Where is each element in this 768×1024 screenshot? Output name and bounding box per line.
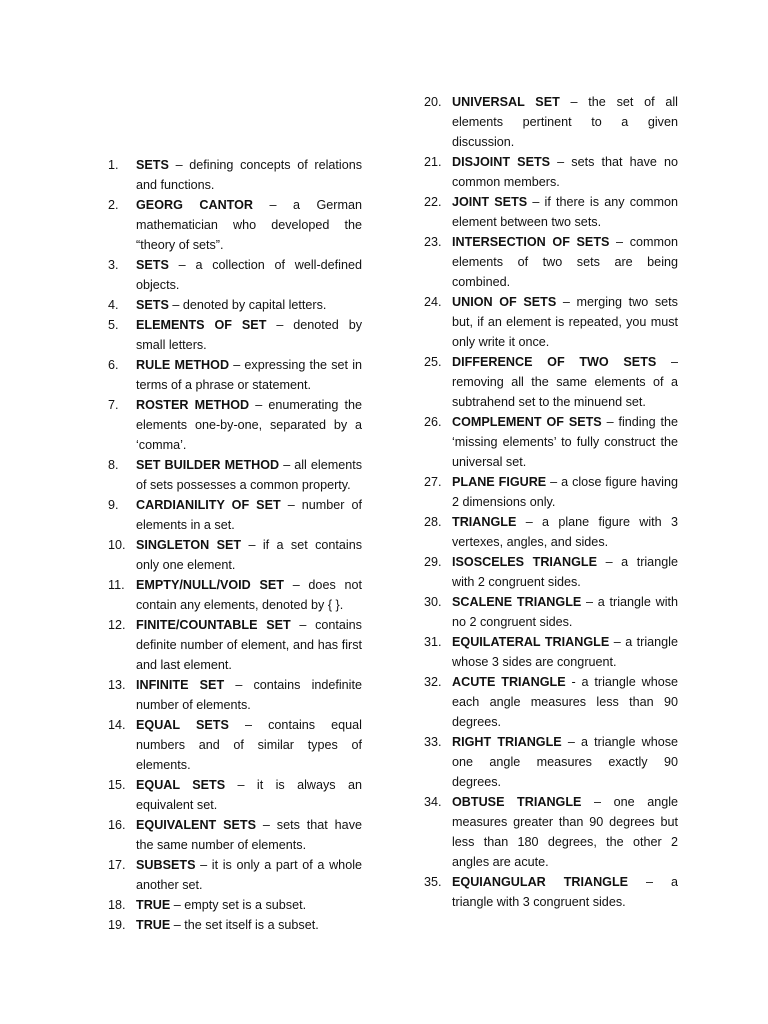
definition-text: – a triangle whose 3 sides are congruent. (452, 635, 678, 669)
term: EQUILATERAL TRIANGLE (452, 635, 610, 649)
item-number: 16. (108, 818, 126, 832)
definition-text: – it is only a part of a whole another set. (136, 858, 362, 892)
definition-item (108, 675, 362, 715)
term: INFINITE SET (136, 678, 225, 692)
definition-item (108, 355, 362, 395)
item-number: 25. (424, 355, 442, 369)
definition-item (424, 552, 678, 592)
definition-item (108, 915, 362, 935)
definition-text: – one angle measures greater than 90 degrees but less than 180 degrees, the other 2 angles are acute. (452, 795, 679, 869)
item-number: 24. (424, 295, 442, 309)
item-number: 18. (108, 898, 126, 912)
definition-text: – all elements of sets possesses a common property. (136, 458, 363, 492)
term: INTERSECTION OF SETS (452, 235, 610, 249)
item-number: 8. (108, 458, 119, 472)
definition-text: – merging two sets but, if an element is repeated, you must only write it once. (452, 295, 678, 349)
term: ROSTER METHOD (136, 398, 250, 412)
item-number: 26. (424, 415, 442, 429)
definition-item (424, 792, 678, 872)
term: TRUE (136, 898, 171, 912)
definition-text: – a collection of well-defined objects. (136, 258, 362, 292)
term: SETS (136, 298, 169, 312)
term: FINITE/COUNTABLE SET (136, 618, 291, 632)
item-number: 22. (424, 195, 442, 209)
term: SET BUILDER METHOD (136, 458, 280, 472)
definition-text: – enumerating the elements one-by-one, separated by a ‘comma’. (136, 398, 362, 452)
definition-item (108, 295, 362, 315)
definition-text: – a triangle with 3 congruent sides. (452, 875, 678, 909)
definition-text: – if a set contains only one element. (136, 538, 362, 572)
definition-text: – defining concepts of relations and functions. (136, 158, 362, 192)
definition-text: – a triangle whose one angle measures exactly 90 degrees. (452, 735, 679, 789)
term: EMPTY/NULL/VOID SET (136, 578, 284, 592)
definition-text: – does not contain any elements, denoted by { }. (136, 578, 362, 612)
definition-text: – finding the ‘missing elements’ to fully construct the universal set. (452, 415, 679, 469)
definition-text: – sets that have no common members. (452, 155, 678, 189)
item-number: 17. (108, 858, 126, 872)
term: SCALENE TRIANGLE (452, 595, 582, 609)
term: RULE METHOD (136, 358, 230, 372)
item-number: 35. (424, 875, 442, 889)
term: OBTUSE TRIANGLE (452, 795, 582, 809)
item-number: 28. (424, 515, 442, 529)
definition-item (108, 155, 362, 195)
item-number: 19. (108, 918, 126, 932)
definition-item (108, 855, 362, 895)
item-number: 30. (424, 595, 442, 609)
term: DIFFERENCE OF TWO SETS (452, 355, 657, 369)
definition-text: - a triangle whose each angle measures less than 90 degrees. (452, 675, 679, 729)
definition-text: – expressing the set in terms of a phrase or statement. (136, 358, 362, 392)
definition-text: – contains equal numbers and of similar types of elements. (136, 718, 362, 772)
definition-item (424, 592, 678, 632)
item-number: 2. (108, 198, 119, 212)
definition-item (108, 615, 362, 675)
item-number: 5. (108, 318, 119, 332)
definition-text: – the set of all elements pertinent to a given discussion. (452, 95, 678, 149)
item-number: 9. (108, 498, 119, 512)
definition-text: – removing all the same elements of a subtrahend set to the minuend set. (452, 355, 678, 409)
definition-text: – it is always an equivalent set. (136, 778, 362, 812)
term: ELEMENTS OF SET (136, 318, 267, 332)
definition-text: – number of elements in a set. (136, 498, 362, 532)
definition-text: – contains indefinite number of elements. (136, 678, 362, 712)
definition-item (108, 315, 362, 355)
item-number: 31. (424, 635, 442, 649)
term: UNIVERSAL SET (452, 95, 560, 109)
term: EQUIANGULAR TRIANGLE (452, 875, 629, 889)
item-number: 11. (108, 578, 125, 592)
item-number: 13. (108, 678, 126, 692)
definition-item (108, 895, 362, 915)
definition-item (424, 472, 678, 512)
item-number: 33. (424, 735, 442, 749)
item-number: 32. (424, 675, 442, 689)
definition-text: – empty set is a subset. (170, 898, 307, 912)
term: GEORG CANTOR (136, 198, 254, 212)
definition-item (424, 352, 678, 412)
definition-item (108, 575, 362, 615)
term: COMPLEMENT OF SETS (452, 415, 602, 429)
definition-item (108, 195, 362, 255)
item-number: 10. (108, 538, 126, 552)
term: EQUAL SETS (136, 778, 226, 792)
item-number: 23. (424, 235, 442, 249)
term: JOINT SETS (452, 195, 528, 209)
item-number: 7. (108, 398, 119, 412)
item-number: 14. (108, 718, 126, 732)
definition-text: – if there is any common element between two sets. (452, 195, 678, 229)
definition-text: – sets that have the same number of elements. (136, 818, 362, 852)
definition-item (108, 775, 362, 815)
term: ISOSCELES TRIANGLE (452, 555, 598, 569)
term: SUBSETS (136, 858, 196, 872)
definition-text: – a plane figure with 3 vertexes, angles, and sides. (452, 515, 678, 549)
definition-item (108, 395, 362, 455)
definition-item (424, 292, 678, 352)
definition-item (424, 672, 678, 732)
term: ACUTE TRIANGLE (452, 675, 566, 689)
term: EQUAL SETS (136, 718, 229, 732)
definition-item (424, 412, 678, 472)
definition-item (424, 872, 678, 912)
item-number: 4. (108, 298, 119, 312)
definition-item (424, 632, 678, 672)
term: PLANE FIGURE (452, 475, 547, 489)
right-column-list (424, 92, 678, 912)
item-number: 12. (108, 618, 126, 632)
definition-text: – the set itself is a subset. (170, 918, 319, 932)
definition-item (424, 192, 678, 232)
definition-item (424, 152, 678, 192)
item-number: 6. (108, 358, 119, 372)
term: UNION OF SETS (452, 295, 557, 309)
definition-text: – contains definite number of element, and has first and last element. (136, 618, 362, 672)
definition-item (424, 92, 678, 152)
term: SINGLETON SET (136, 538, 242, 552)
definition-item (424, 232, 678, 292)
definition-item (108, 255, 362, 295)
definition-item (108, 455, 362, 495)
definition-text: – common elements of two sets are being combined. (452, 235, 678, 289)
definition-text: – a close figure having 2 dimensions only. (452, 475, 678, 509)
term: CARDIANILITY OF SET (136, 498, 281, 512)
term: SETS (136, 158, 169, 172)
definition-text: – a German mathematician who developed the “theory of sets”. (136, 198, 362, 252)
definition-text: – a triangle with no 2 congruent sides. (452, 595, 678, 629)
left-column-list (108, 155, 362, 935)
definition-item (108, 815, 362, 855)
term: SETS (136, 258, 169, 272)
term: RIGHT TRIANGLE (452, 735, 562, 749)
item-number: 1. (108, 158, 119, 172)
definition-text: – denoted by small letters. (136, 318, 362, 352)
item-number: 20. (424, 95, 442, 109)
item-number: 34. (424, 795, 442, 809)
definition-item (108, 495, 362, 535)
term: EQUIVALENT SETS (136, 818, 257, 832)
definition-text: – denoted by capital letters. (168, 298, 327, 312)
definition-item (424, 512, 678, 552)
term: DISJOINT SETS (452, 155, 551, 169)
term: TRIANGLE (452, 515, 517, 529)
item-number: 3. (108, 258, 119, 272)
term: TRUE (136, 918, 171, 932)
item-number: 15. (108, 778, 126, 792)
definition-item (108, 715, 362, 775)
item-number: 27. (424, 475, 442, 489)
item-number: 29. (424, 555, 442, 569)
item-number: 21. (424, 155, 442, 169)
definition-item (108, 535, 362, 575)
definition-text: – a triangle with 2 congruent sides. (452, 555, 679, 589)
definition-item (424, 732, 678, 792)
